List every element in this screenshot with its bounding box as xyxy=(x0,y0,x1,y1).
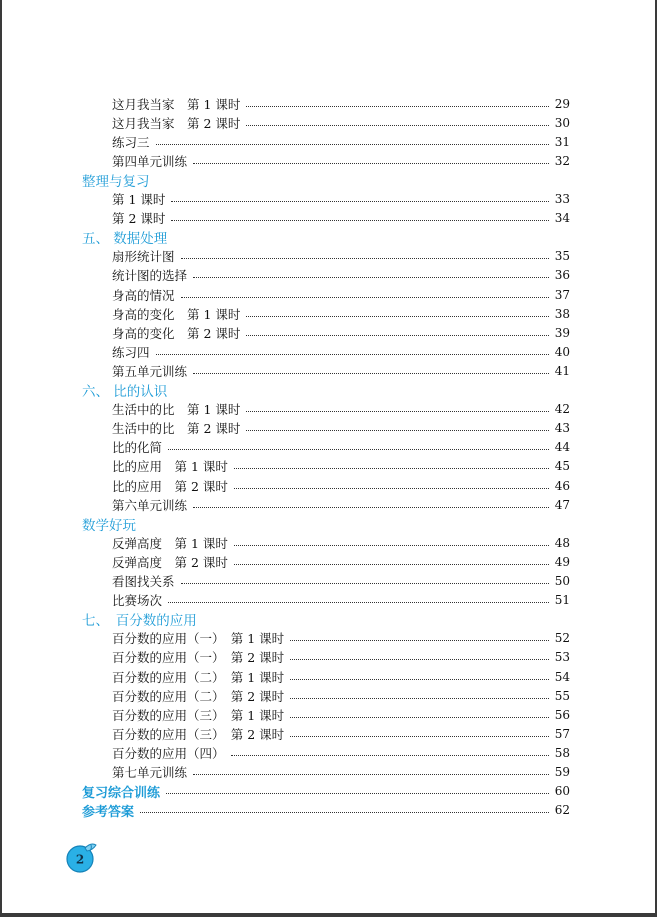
toc-page-number: 43 xyxy=(554,421,570,436)
toc-entry[interactable] xyxy=(112,400,570,419)
toc-entry-label: 扇形统计图 xyxy=(112,249,175,265)
dot-leader xyxy=(181,582,549,584)
toc-page-number: 58 xyxy=(554,745,570,760)
dot-leader xyxy=(290,697,549,699)
toc-entry[interactable] xyxy=(112,724,570,743)
toc-page-number: 60 xyxy=(554,784,570,799)
toc-entry-label: 第 2 课时 xyxy=(112,211,166,227)
toc-page-number: 49 xyxy=(554,554,570,569)
toc-page-number: 35 xyxy=(554,249,570,264)
toc-entry-label: 第 1 课时 xyxy=(112,192,166,207)
page-number-badge xyxy=(65,840,99,874)
dot-leader xyxy=(181,296,549,298)
toc-entry[interactable] xyxy=(112,266,570,285)
toc-entry[interactable] xyxy=(112,533,570,552)
dot-leader xyxy=(246,315,548,317)
dot-leader xyxy=(246,410,548,412)
toc-entry[interactable] xyxy=(112,132,570,151)
dot-leader xyxy=(193,276,549,278)
toc-entry-label: 百分数的应用（一） 第 1 课时 xyxy=(112,631,285,647)
dot-leader xyxy=(290,658,549,660)
toc-entry-label: 比的化简 xyxy=(112,440,163,456)
toc-entry[interactable] xyxy=(112,94,570,113)
toc-entry-label: 第七单元训练 xyxy=(112,765,188,780)
dot-leader xyxy=(193,372,549,374)
toc-entry-label: 百分数的应用（二） 第 1 课时 xyxy=(112,669,285,685)
toc-entry-label: 比赛场次 xyxy=(112,593,163,609)
toc-heading xyxy=(82,610,570,629)
toc-entry-label: 练习四 xyxy=(112,344,150,360)
dot-leader xyxy=(246,429,548,431)
toc-page-number: 56 xyxy=(554,707,570,722)
toc-entry-label: 百分数的应用（三） 第 2 课时 xyxy=(112,726,285,742)
toc-entry[interactable] xyxy=(112,743,570,762)
toc-entry[interactable] xyxy=(112,705,570,724)
toc-entry[interactable] xyxy=(112,285,570,304)
toc-entry[interactable] xyxy=(112,304,570,323)
dot-leader xyxy=(234,467,549,469)
dot-leader xyxy=(290,639,549,641)
toc-entry-label: 五、 数据处理 xyxy=(82,231,168,248)
toc-entry-label: 统计图的选择 xyxy=(112,268,188,284)
dot-leader xyxy=(290,678,549,680)
toc-entry[interactable] xyxy=(112,629,570,648)
toc-entry[interactable] xyxy=(112,667,570,686)
toc-page-number: 32 xyxy=(554,153,570,168)
toc-entry-label: 生活中的比 第 2 课时 xyxy=(112,421,241,437)
dot-leader xyxy=(166,792,549,794)
toc-page-number: 36 xyxy=(554,268,570,283)
dot-leader xyxy=(193,506,549,508)
toc-entry-label: 百分数的应用（二） 第 2 课时 xyxy=(112,688,285,704)
toc-entry-label: 百分数的应用（三） 第 1 课时 xyxy=(112,707,285,723)
toc-page-number: 47 xyxy=(554,497,570,512)
toc-entry[interactable] xyxy=(112,190,570,209)
toc-entry[interactable] xyxy=(112,763,570,782)
toc-entry[interactable] xyxy=(112,552,570,571)
toc-page-number: 34 xyxy=(554,211,570,226)
dot-leader xyxy=(168,601,549,603)
toc-page-number: 50 xyxy=(554,574,570,588)
toc-entry-label: 身高的变化 第 1 课时 xyxy=(112,306,241,322)
toc-entry[interactable] xyxy=(112,113,570,132)
dot-leader xyxy=(246,334,548,336)
toc-entry-label: 比的应用 第 2 课时 xyxy=(112,478,228,494)
toc-heading xyxy=(82,228,570,247)
toc-entry-label: 这月我当家 第 1 课时 xyxy=(112,96,241,112)
toc-entry-label: 这月我当家 第 2 课时 xyxy=(112,115,241,131)
toc-page-number: 57 xyxy=(554,726,570,741)
toc-entry-label: 生活中的比 第 1 课时 xyxy=(112,402,241,418)
toc-page-number: 46 xyxy=(554,478,570,493)
dot-leader xyxy=(193,162,549,164)
toc-entry-label: 参考答案 xyxy=(82,804,135,820)
toc-entry-label: 反弹高度 第 2 课时 xyxy=(112,554,228,570)
dot-leader xyxy=(181,257,549,259)
dot-leader xyxy=(246,124,548,126)
toc-entry-label: 身高的变化 第 2 课时 xyxy=(112,325,241,341)
toc-entry[interactable] xyxy=(112,323,570,342)
toc-page-number: 31 xyxy=(554,134,570,149)
dot-leader xyxy=(168,448,549,450)
dot-leader xyxy=(140,811,549,813)
toc-page-number: 44 xyxy=(554,440,570,455)
toc-entry[interactable] xyxy=(112,457,570,476)
page-number: 2 xyxy=(75,852,85,867)
toc-heading xyxy=(82,381,570,400)
toc-page-number: 51 xyxy=(554,593,570,608)
toc-page-number: 39 xyxy=(554,325,570,340)
toc-entry[interactable] xyxy=(112,151,570,170)
dot-leader xyxy=(234,563,549,565)
toc-entry[interactable] xyxy=(112,572,570,591)
toc-entry-label: 数学好玩 xyxy=(82,517,136,534)
toc-entry-label: 练习三 xyxy=(112,134,150,150)
toc-entry-label: 七、 百分数的应用 xyxy=(82,613,197,630)
dot-leader xyxy=(193,773,549,775)
toc-entry[interactable] xyxy=(112,476,570,495)
dot-leader xyxy=(234,544,549,546)
toc-entry-label: 比的应用 第 1 课时 xyxy=(112,459,228,475)
toc-page-number: 41 xyxy=(554,363,570,378)
toc-section-entry[interactable] xyxy=(82,782,570,801)
toc-entry-label: 百分数的应用（一） 第 2 课时 xyxy=(112,650,285,666)
toc-entry-label: 六、 比的认识 xyxy=(82,384,168,400)
toc-entry-label: 第四单元训练 xyxy=(112,153,188,169)
toc-page-number: 54 xyxy=(554,669,570,684)
toc-entry-label: 百分数的应用（四） xyxy=(112,745,225,761)
toc-page-number: 30 xyxy=(554,115,570,130)
dot-leader xyxy=(171,200,548,202)
toc-entry[interactable] xyxy=(112,419,570,438)
dot-leader xyxy=(231,754,549,756)
toc-entry-label: 复习综合训练 xyxy=(82,785,161,801)
dot-leader xyxy=(290,735,549,737)
toc-entry-label: 身高的情况 xyxy=(112,287,175,303)
toc-page-number: 52 xyxy=(554,631,570,646)
toc-page-number: 48 xyxy=(554,535,570,550)
toc-heading xyxy=(82,170,570,189)
toc-page-number: 62 xyxy=(554,803,570,818)
dot-leader xyxy=(234,487,549,489)
toc-entry[interactable] xyxy=(112,209,570,228)
toc-page-number: 38 xyxy=(554,306,570,321)
toc-entry-label: 第五单元训练 xyxy=(112,363,188,379)
toc-entry-label: 反弹高度 第 1 课时 xyxy=(112,535,228,551)
toc-page-number: 29 xyxy=(554,96,570,111)
toc-entry-label: 看图找关系 xyxy=(112,574,175,589)
toc-entry[interactable] xyxy=(112,342,570,361)
dot-leader xyxy=(156,353,549,355)
toc-entry[interactable] xyxy=(112,495,570,514)
dot-leader xyxy=(290,716,549,718)
toc-entry[interactable] xyxy=(112,591,570,610)
toc-page-number: 59 xyxy=(554,765,570,779)
toc-page-number: 40 xyxy=(554,344,570,359)
toc-entry[interactable] xyxy=(112,361,570,380)
toc-entry[interactable] xyxy=(112,648,570,667)
dot-leader xyxy=(156,143,549,145)
document-page xyxy=(2,0,655,913)
dot-leader xyxy=(171,219,548,221)
dot-leader xyxy=(246,105,548,107)
toc-page-number: 37 xyxy=(554,287,570,302)
toc-section-entry[interactable] xyxy=(82,801,570,820)
toc-page-number: 33 xyxy=(554,192,570,206)
toc-entry-label: 整理与复习 xyxy=(82,173,150,190)
toc-entry[interactable] xyxy=(112,438,570,457)
toc-page-number: 45 xyxy=(554,459,570,474)
toc-page-number: 42 xyxy=(554,402,570,417)
toc-entry[interactable] xyxy=(112,247,570,266)
toc-page-number: 53 xyxy=(554,650,570,665)
toc-heading xyxy=(82,514,570,533)
toc-entry[interactable] xyxy=(112,686,570,705)
toc-entry-label: 第六单元训练 xyxy=(112,497,188,513)
toc-page-number: 55 xyxy=(554,688,570,703)
